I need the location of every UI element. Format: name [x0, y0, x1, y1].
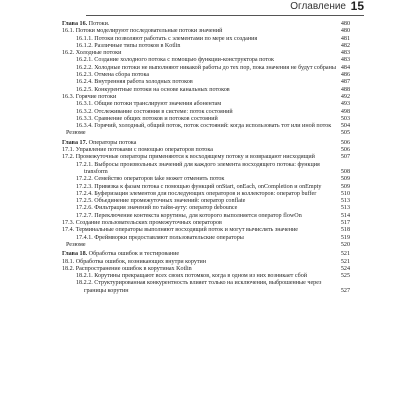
toc-page-number: 510	[340, 190, 350, 197]
toc-entry-title	[76, 43, 350, 50]
toc-entry-title	[66, 242, 350, 249]
toc-page-number: 520	[340, 241, 350, 248]
toc-entry-text: 16.1.1. Потоки позволяют работать с элементами по мере их создания	[76, 35, 258, 42]
toc-entry[interactable]	[76, 205, 350, 212]
toc-entry[interactable]	[76, 280, 350, 295]
toc-summary-entry[interactable]	[66, 130, 350, 137]
toc-entry-title	[76, 162, 350, 177]
toc-entry[interactable]	[76, 87, 350, 94]
toc-page-number: 480	[340, 28, 350, 35]
page-header	[0, 0, 420, 16]
toc-entry-title	[76, 123, 350, 130]
toc-entry[interactable]	[76, 162, 350, 177]
toc-entry-title	[76, 280, 350, 295]
toc-entry[interactable]	[76, 79, 350, 86]
toc-page-number: 503	[340, 115, 350, 122]
toc-entry-text: 16.2.5. Конкурентные потоки на основе канальных потоков	[76, 86, 230, 93]
toc-entry-text: 18.2.2. Структурированная конкурентность влияет только на исключения, выброшенные через границы корутин	[76, 280, 322, 294]
toc-page-number: 483	[340, 57, 350, 64]
toc-entry-text: 17.2.4. Буферизация элементов для последующих операторов и коллекторов: оператор buffer	[76, 190, 317, 197]
toc-entry-text: 18.2. Распространение ошибок в корутинах Kotlin	[62, 265, 192, 272]
header-rule	[86, 15, 364, 16]
toc-page-number: 525	[340, 273, 350, 280]
toc-entry[interactable]	[62, 266, 350, 273]
toc-entry-title	[76, 79, 350, 86]
toc-entry-text: 18.2.1. Корутины прекращают всех своих потомков, когда в одном из них возникает сбой	[76, 273, 308, 280]
toc-entry-text: Потоки.	[87, 21, 110, 27]
toc-entry-text: 17.2.7. Переключение контекста корутины, для которого выполняется оператор flowOn	[76, 212, 302, 219]
page-number: 15	[350, 0, 364, 13]
toc-entry-text: 16.2.4. Внутренняя работа холодных потоков	[76, 79, 193, 86]
toc-entry-text: Операторы потока	[87, 139, 137, 146]
toc-page-number: 483	[340, 50, 350, 57]
toc-entry-text: 17.4.1. Фреймворки предоставляют пользовательские операторы	[76, 234, 244, 241]
toc-entry-title	[76, 235, 350, 242]
toc-entry-text: 16.3.4. Горячий, холодный, общий поток, поток состояний: когда использовать тот или иной поток	[76, 123, 332, 130]
toc-entry-text: 17.2.6. Фильтрация значений по тайм-ауту: оператор debounce	[76, 205, 238, 212]
toc-entry-text: 17.2.1. Выбросы произвольных значений для каждого элемента восходящего потока: функция transform	[76, 161, 320, 175]
toc-page-number: 521	[340, 251, 350, 258]
toc-entry-title	[62, 140, 350, 147]
toc-page-number: 513	[340, 198, 350, 205]
toc-page-number: 509	[340, 183, 350, 190]
toc-entry[interactable]	[76, 176, 350, 183]
toc-entry[interactable]	[76, 43, 350, 50]
toc-entry[interactable]	[76, 101, 350, 108]
toc-entry-text: 17.2.2. Семейство операторов take может отменить поток	[76, 176, 225, 183]
toc-page-number: 524	[340, 265, 350, 272]
toc-entry[interactable]	[76, 65, 350, 72]
toc-entry-text: 16.2.1. Создание холодного потока с помощью функции-конструктора поток	[76, 57, 274, 64]
toc-page-number: 509	[340, 176, 350, 183]
toc-page-number: 482	[340, 42, 350, 49]
toc-page-number: 492	[340, 93, 350, 100]
toc-entry-text: 17.2.5. Объединение промежуточных значений: оператор conflate	[76, 198, 246, 205]
toc-entry-text: Обработка ошибок и тестирование	[87, 251, 180, 258]
chapter-number: Глава 18.	[62, 251, 88, 258]
toc-entry-title	[76, 176, 350, 183]
toc-entry-title	[76, 205, 350, 212]
toc-entry-text: 18.1. Обработка ошибок, возникающих внутри корутин	[62, 258, 207, 265]
toc-entry-text: 16.3. Горячие потоки	[62, 93, 117, 100]
toc-entry-text: 17.2. Промежуточные операторы применяются к восходящему потоку и возвращают нисходящий	[62, 154, 315, 161]
toc-summary-entry[interactable]	[66, 242, 350, 249]
toc-entry-text: 16.2. Холодные потоки	[62, 50, 122, 57]
toc-page-number: 514	[340, 212, 350, 219]
toc-page-number: 517	[340, 220, 350, 227]
toc-entry-title	[76, 184, 350, 191]
toc-entry[interactable]	[76, 57, 350, 64]
toc-page-number: 487	[340, 79, 350, 86]
toc-page-number: 488	[340, 86, 350, 93]
toc-entry[interactable]	[76, 184, 350, 191]
toc-entry-text: 17.4. Терминальные операторы выполняют восходящий поток и могут вычислять значение	[62, 227, 298, 234]
toc-page-number: 508	[340, 168, 350, 175]
toc-entry[interactable]	[76, 123, 350, 130]
chapter-number: Глава 16.	[62, 21, 88, 27]
toc-page-number: 513	[340, 205, 350, 212]
toc-chapter-entry[interactable]	[62, 140, 350, 147]
toc-page-number: 506	[340, 147, 350, 154]
toc-entry-text: 16.1.2. Различные типы потоков в Kotlin	[76, 42, 181, 49]
toc-page-number: 506	[340, 139, 350, 146]
toc-page-number: 521	[340, 258, 350, 265]
toc-page-number: 527	[340, 287, 350, 294]
toc-entry-text: 17.1. Управление потоками с помощью операторов потока	[62, 147, 213, 154]
toc-entry-title	[76, 57, 350, 64]
toc-page-number: 507	[340, 154, 350, 161]
toc-page-number: 486	[340, 72, 350, 79]
toc-page-number: 505	[340, 130, 350, 137]
toc-entry-text: 16.1. Потоки моделируют последовательные потоки значений	[62, 28, 223, 35]
toc-entry-title	[62, 266, 350, 273]
chapter-number: Глава 17.	[62, 139, 88, 146]
toc-entry-title	[62, 227, 350, 234]
toc-page-number: 484	[340, 64, 350, 71]
toc-entry-text: 16.3.1. Общие потоки транслируют значения абонентам	[76, 101, 222, 108]
toc-entry-text: 16.2.2. Холодные потоки не выполняют никакой работы до тех пор, пока значения не будут собраны	[76, 64, 336, 71]
toc-entry-title	[62, 251, 350, 258]
toc-page-number: 493	[340, 101, 350, 108]
toc-entry-text: 16.3.3. Сравнение общих потоков и потоков состояний	[76, 115, 218, 122]
toc-entry[interactable]	[76, 213, 350, 220]
toc-entry[interactable]	[62, 227, 350, 234]
toc-entry-title	[76, 101, 350, 108]
toc-entry[interactable]	[62, 28, 350, 35]
toc-entry-text: Резюме	[66, 241, 86, 248]
toc-entry[interactable]	[76, 109, 350, 116]
toc-entry-title	[62, 28, 350, 35]
toc-entry[interactable]	[62, 154, 350, 161]
toc-page-number: 498	[340, 108, 350, 115]
toc-entry[interactable]	[76, 36, 350, 43]
toc-entry-title	[76, 109, 350, 116]
toc-entry-title	[62, 154, 350, 161]
toc-page-number: 481	[340, 35, 350, 42]
toc-entry-title	[62, 259, 350, 266]
table-of-contents	[62, 19, 350, 295]
toc-entry-text: 17.3. Создание пользовательских промежуточных операторов	[62, 220, 222, 227]
toc-entry-text: 17.2.3. Привязка к фазам потока с помощью функций onStart, onEach, onCompletion и onEmpty	[76, 183, 322, 190]
toc-entry-title	[76, 36, 350, 43]
toc-entry[interactable]	[76, 235, 350, 242]
running-title: Оглавление	[290, 1, 346, 12]
toc-entry-text: Резюме	[66, 130, 86, 137]
toc-page-number: 519	[340, 234, 350, 241]
toc-entry-text: 16.3.2. Отслеживание состояния в системе: поток состояний	[76, 108, 233, 115]
toc-chapter-entry[interactable]	[62, 251, 350, 258]
toc-entry-text: 16.2.3. Отмена сбора потока	[76, 72, 150, 79]
toc-entry-title	[76, 213, 350, 220]
toc-entry-title	[76, 87, 350, 94]
toc-page-number: 518	[340, 227, 350, 234]
toc-page-number: 480	[340, 21, 350, 27]
toc-entry-title	[76, 65, 350, 72]
toc-entry-title	[66, 130, 350, 137]
toc-entry[interactable]	[62, 259, 350, 266]
toc-page-number: 504	[340, 123, 350, 130]
